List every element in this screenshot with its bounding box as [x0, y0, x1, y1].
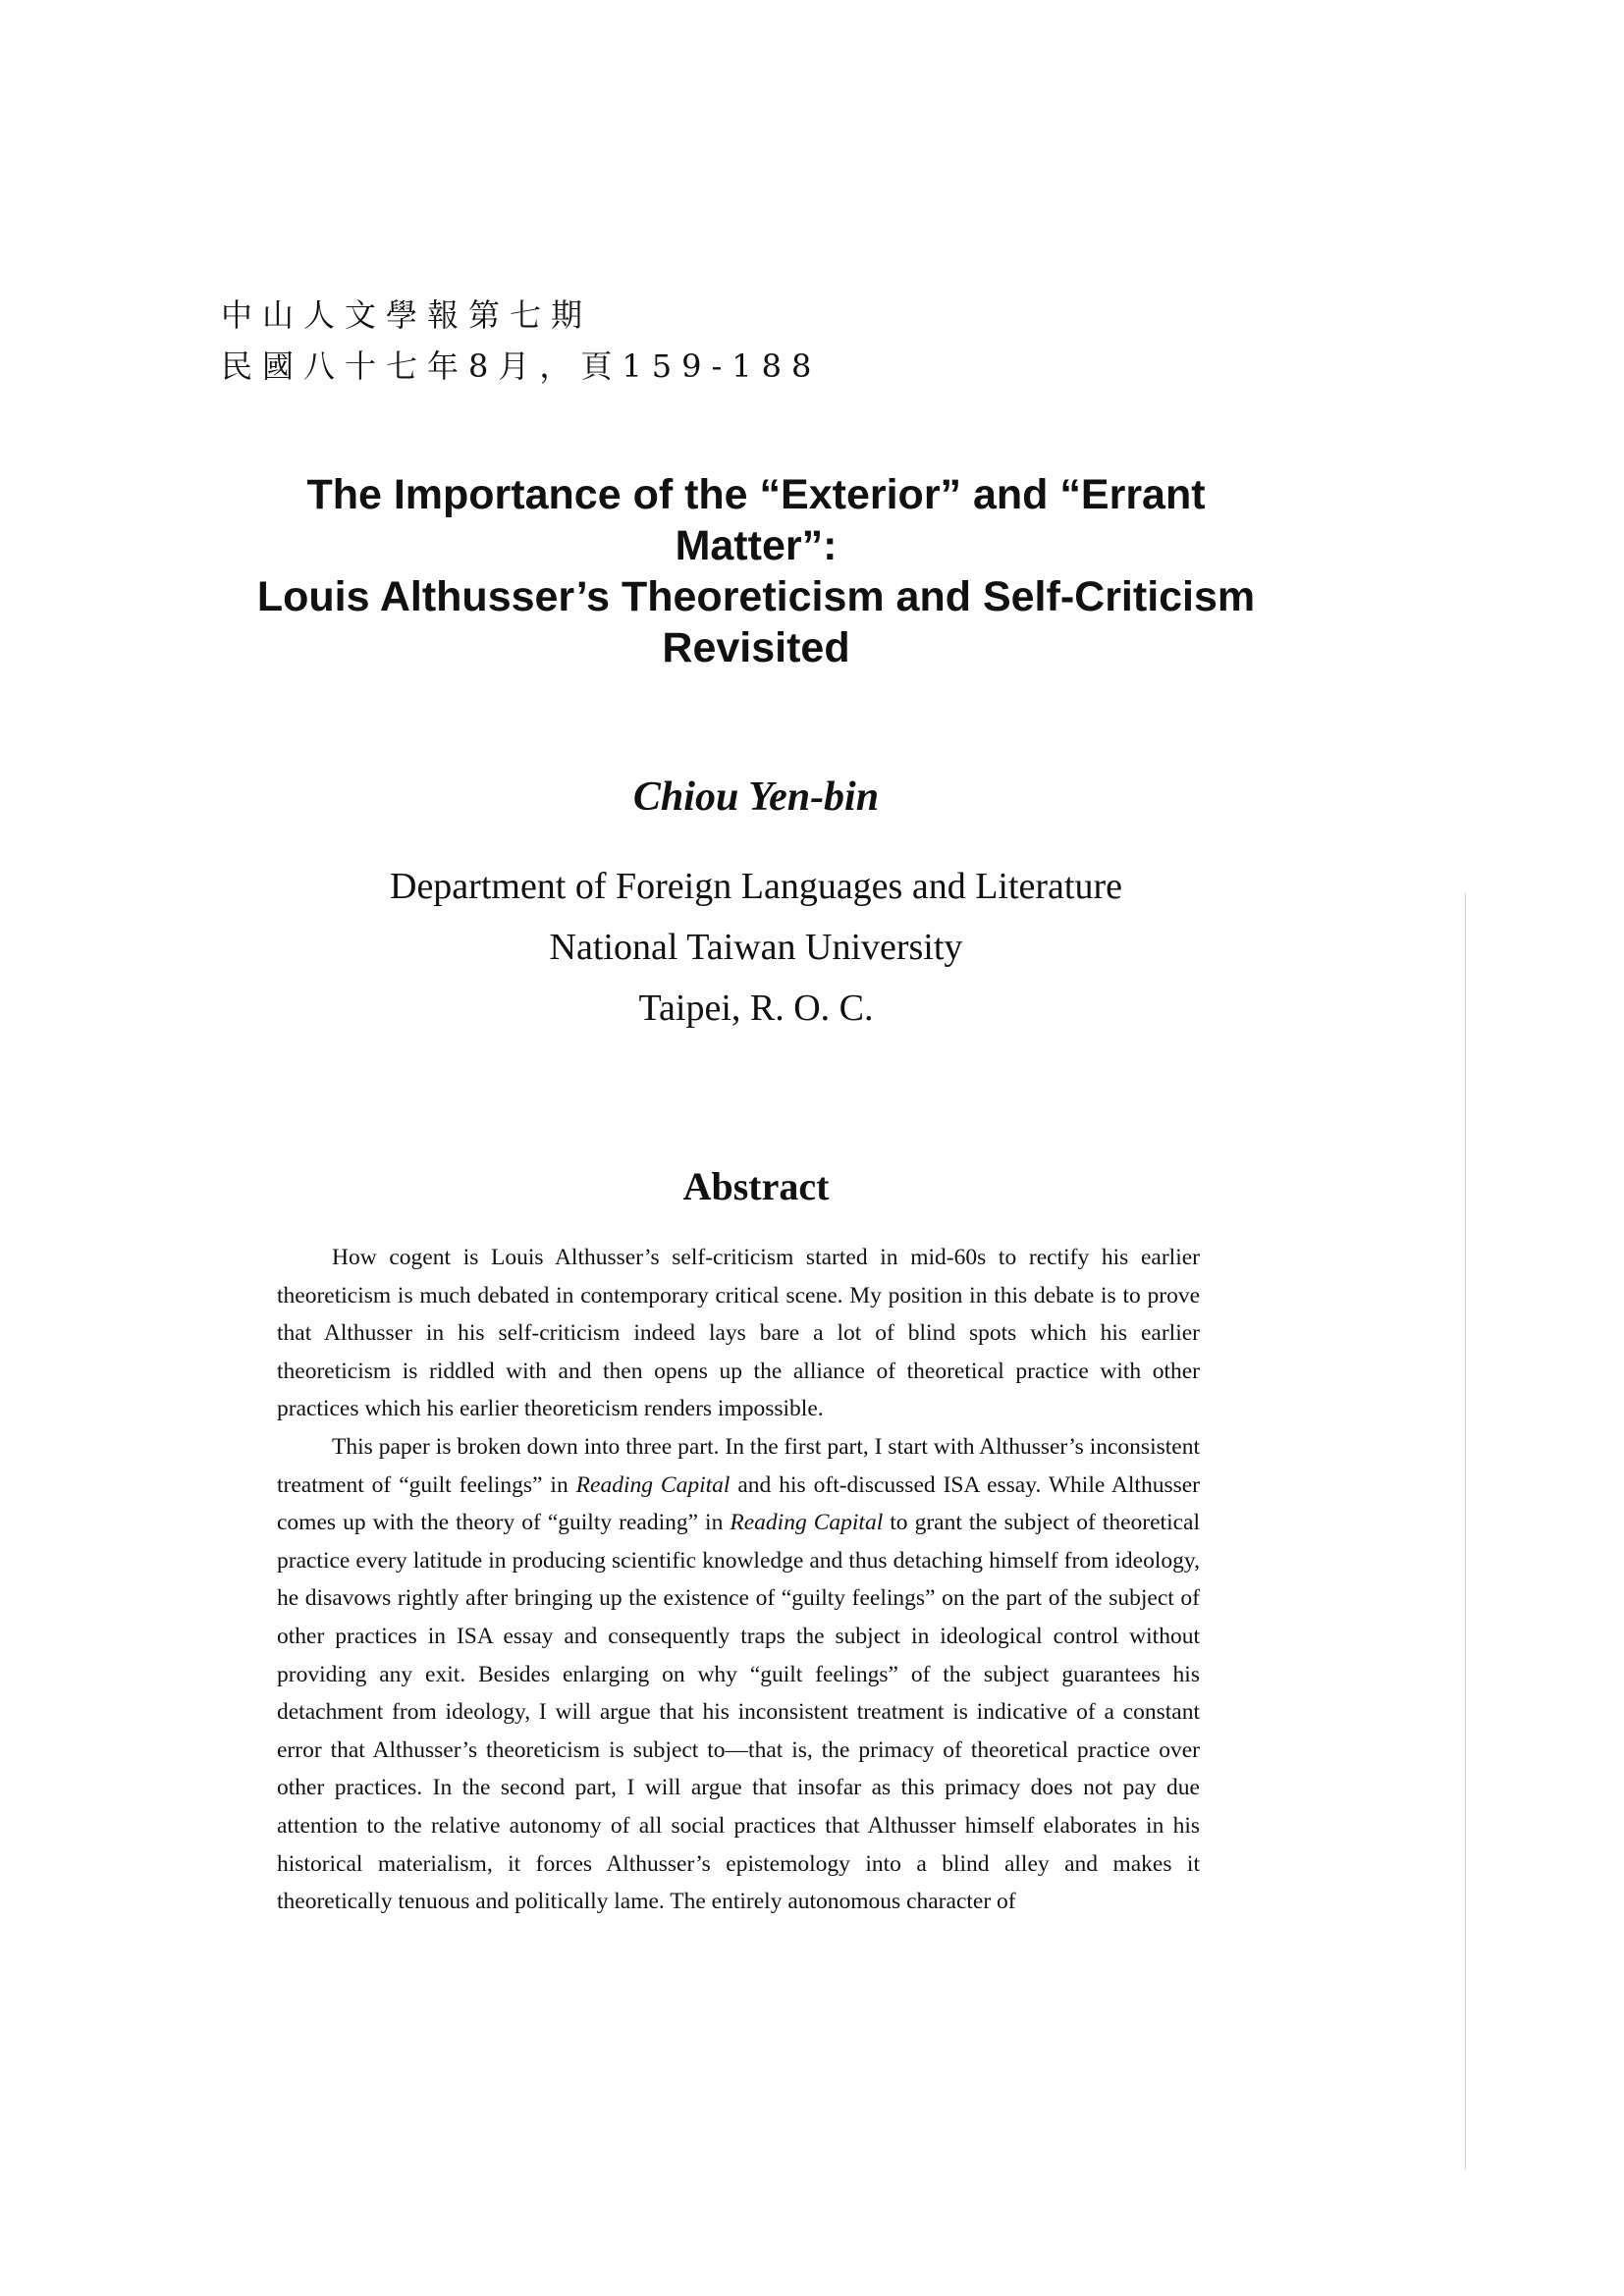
scan-edge-line [1465, 893, 1466, 2169]
paper-title [167, 469, 1345, 673]
title-line-4: Revisited [662, 624, 850, 671]
book-title: Reading Capital [730, 1510, 884, 1536]
abstract-text: to grant the subject of theoretical practice every latitude in producing scientific knowledge and thus detaching himself from ideology, he disavows rightly after bringing up the existence of “guilty feelings” on the part of the subject of other practices in ISA essay and consequently traps the subject in ideological control without providing any exit. Besides enlarging on why “guilt feelings” of the subject guarantees his detachment from ideology, I will argue that his inconsistent treatment is indicative of a constant error that Althusser’s theoreticism is subject to—that is, the primacy of theoretical practice over other practices. In the second part, I will argue that insofar as this primacy does not pay due attention to the relative autonomy of all social practices that Althusser himself elaborates in his historical materialism, it forces Althusser’s epistemology into a blind alley and makes it theoretically tenuous and politically lame. The entirely autonomous character of [277, 1510, 1201, 1915]
abstract-paragraph-2 [277, 1428, 1200, 1921]
location: Taipei, R. O. C. [638, 988, 874, 1029]
journal-info [221, 290, 821, 392]
abstract-text: This paper is broken down into three part. In the first part, I start with Althusser’s inconsistent treatment of “guilt feelings” in [277, 1433, 1200, 1498]
title-line-3: Louis Althusser’s Theoreticism and Self-Criticism [256, 573, 1256, 620]
title-line-1: The Importance of the “Exterior” and “Errant [306, 471, 1206, 518]
book-title: Reading Capital [575, 1471, 731, 1498]
journal-name: 中山人文學報第七期 [221, 296, 593, 334]
affiliation [167, 856, 1345, 1039]
abstract-text: and his oft-discussed ISA essay. While Althusser comes up with the theory of “guilty reading” in [277, 1471, 1200, 1536]
university: National Taiwan University [549, 927, 963, 968]
journal-issue-pages: 民國八十七年8月，頁159-188 [221, 347, 822, 385]
department: Department of Foreign Languages and Literature [390, 866, 1122, 907]
author-name: Chiou Yen-bin [632, 774, 880, 820]
title-line-2: Matter”: [675, 522, 838, 569]
abstract-paragraph-1: How cogent is Louis Althusser’s self-criticism started in mid-60s to rectify his earlier theoreticism is much debated in contemporary critical scene. My position in this debate is to prove that Althusser in his self-criticism indeed lays bare a lot of blind spots which his earlier theoreticism is riddled with and then opens up the alliance of theoretical practice with other practices which his earlier theoreticism renders impossible. [277, 1245, 1200, 1422]
abstract-heading: Abstract [682, 1164, 830, 1208]
abstract-body [277, 1239, 1200, 1921]
